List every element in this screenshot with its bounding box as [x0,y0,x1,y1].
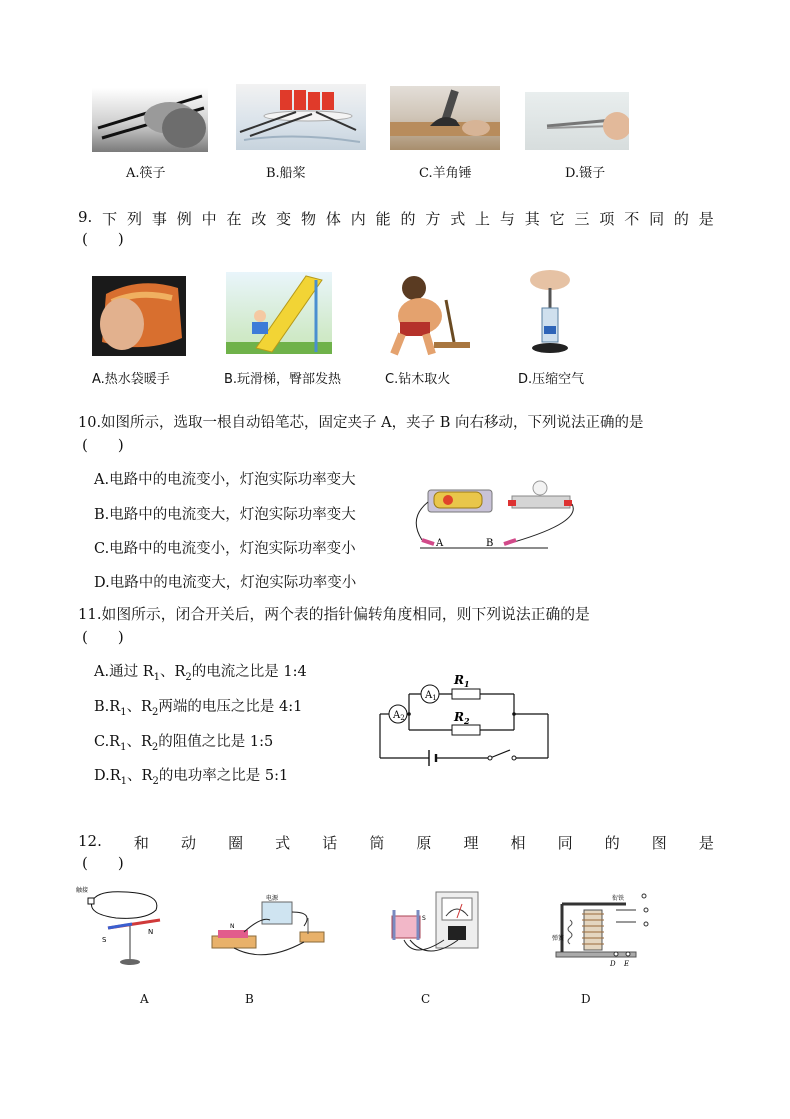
q12-option-d: D [581,992,591,1006]
q9-option-d-label: D.压缩空气 [518,372,585,387]
q8-option-b-label: B.船桨 [266,166,306,181]
clip-b-label: B [486,538,494,549]
q12-option-c: C [421,992,431,1006]
air-compression-picture [520,268,576,354]
svg-text:A2: $A_2$ [393,710,405,722]
hot-water-bag-icon [92,276,186,356]
q11-answer-paren: ( ) [82,628,124,646]
q11-stem: 11.如图所示，闭合开关后，两个表的指针偏转角度相同，则下列说法正确的是 [78,606,590,623]
svg-text:A1: $A_1$ [425,690,437,702]
q12-figure-a [76,884,166,968]
q9-option-a-label: A.热水袋暖手 [92,372,170,387]
svg-text:R2: $R_2$ [454,710,470,726]
q12-stem: 12. 和 动 圈 式 话 筒 原 理 相 同 的 图 是 [78,832,714,852]
drill-wood-picture [386,270,476,356]
hammer-picture [390,86,500,150]
q8-option-d-label: D.镊子 [565,166,606,181]
q10-option-c: C.电路中的电流变小，灯泡实际功率变小 [94,541,356,557]
svg-text:衔铁: 衔铁 [612,895,625,902]
q11-option-b: $B.R_1$、$R_2$两端的电压之比是 4:1 [94,699,303,718]
hot-water-bag-picture [92,276,186,356]
q11-option-a: A.通过 $R_1$、$R_2$的电流之比是 1:4 [94,664,307,683]
q10-option-b: B.电路中的电流变大，灯泡实际功率变大 [94,507,356,523]
svg-text:N: N [230,923,235,930]
q11-circuit-figure [374,668,554,766]
q12-figure-b [204,892,332,964]
q12-option-a: A [140,992,149,1006]
q12-option-b: B [245,992,254,1006]
q9-option-c-label: C.钻木取火 [385,372,451,387]
q10-answer-paren: ( ) [82,436,124,454]
q11-option-c: $C.R_1$、$R_2$的阻值之比是 1:5 [94,734,274,753]
q10-stem: 10.如图所示，选取一根自动铅笔芯，固定夹子 A，夹子 B 向右移动，下列说法正确的是 [78,415,644,431]
chopsticks-picture [92,88,208,152]
rowing-picture [236,84,366,150]
q10-option-a: A.电路中的电流变小，灯泡实际功率变大 [94,472,356,488]
svg-text:E: E [624,960,630,968]
q8-option-a-label: A.筷子 [126,166,166,181]
q12-answer-paren: ( ) [82,854,124,872]
claw-hammer-icon [390,86,500,150]
q12-figure-c [384,890,494,970]
drill-wood-fire-icon [386,270,476,356]
q10-option-d: D.电路中的电流变大，灯泡实际功率变小 [94,575,357,591]
air-compression-icon [520,268,576,354]
chopsticks-icon [92,88,208,152]
svg-text:触接: 触接 [76,887,89,894]
clip-a-label: A [436,538,444,549]
svg-text:S: S [422,915,426,922]
q9-answer-paren: ( ) [82,230,124,248]
svg-text:N: N [148,928,154,936]
slide-picture [226,272,332,354]
slide-icon [226,272,332,354]
svg-text:弹簧: 弹簧 [552,935,565,942]
q10-circuit-figure [404,478,588,558]
q9-stem: 9. 下 列 事 例 中 在 改 变 物 体 内 能 的 方 式 上 与 其 它 三 项 不 同 的 是 [78,208,714,228]
svg-text:D: D [610,960,616,968]
svg-text:电源: 电源 [266,895,279,902]
q12-figure-d [552,890,656,970]
svg-text:S: S [102,936,107,944]
q8-option-c-label: C.羊角锤 [419,166,472,181]
rowing-oars-icon [236,84,366,150]
tweezers-icon [525,92,629,150]
tweezers-picture [525,92,629,150]
q11-option-d: $D.R_1$、$R_2$的电功率之比是 5:1 [94,768,289,787]
q9-option-b-label: B.玩滑梯，臀部发热 [224,372,342,387]
svg-text:R1: $R_1$ [454,673,470,689]
